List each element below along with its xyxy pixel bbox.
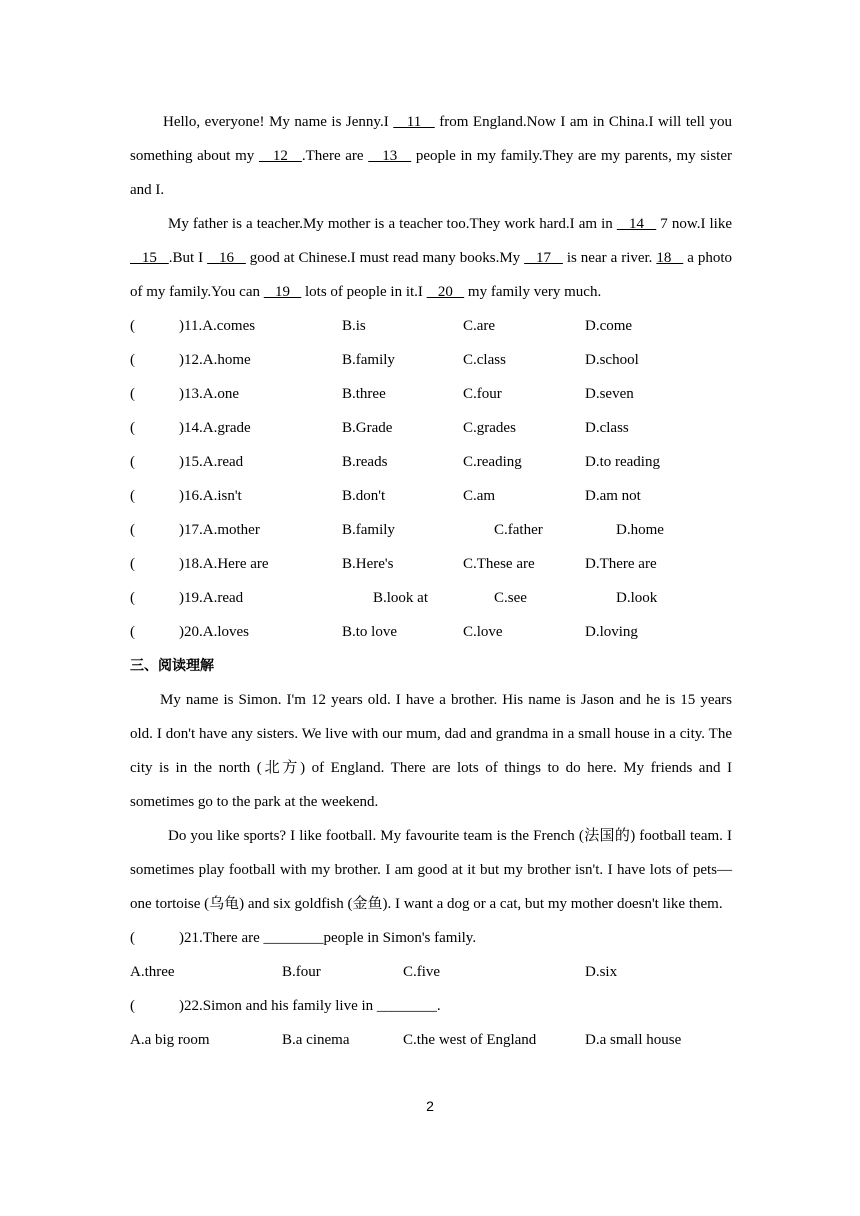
answer-bracket: ( (130, 318, 135, 334)
option-b: B.Grade (342, 420, 393, 436)
question-number-option-a: )17.A.mother (179, 522, 260, 538)
passage-text: Hello, everyone! My name is Jenny.I (163, 114, 394, 130)
passage-text: my family very much. (464, 284, 602, 300)
answer-bracket: ( (130, 454, 135, 470)
option-d: D.look (616, 590, 658, 606)
question-number-option-a: )19.A.read (179, 590, 244, 606)
section-heading-reading: 三、阅读理解 (130, 658, 214, 674)
question-row-18 (130, 547, 732, 581)
option-c: C.reading (463, 454, 522, 470)
option-c: C.see (494, 590, 527, 606)
question-number-option-a: )15.A.read (179, 454, 244, 470)
answer-blank: 16 (207, 250, 246, 266)
answer-blank: 15 (130, 250, 169, 266)
option-b: B.three (342, 386, 386, 402)
option-b: B.reads (342, 454, 388, 470)
answer-bracket: ( (130, 590, 135, 606)
question-number-option-a: )12.A.home (179, 352, 251, 368)
option-d: D.class (585, 420, 629, 436)
answer-blank: 12 (258, 148, 302, 164)
passage-text: lots of people in it.I (301, 284, 427, 300)
option-c: C.father (494, 522, 543, 538)
option-d: D.come (585, 318, 633, 334)
passage-text: from England.Now I am in China.I will tell you something about my (130, 114, 732, 164)
question-number-option-a: )13.A.one (179, 386, 239, 402)
option-d: D.am not (585, 488, 641, 504)
worksheet-page (130, 105, 732, 1057)
answer-blank: 20 (426, 284, 465, 300)
page-number: 2 (426, 1098, 434, 1114)
question-row-16 (130, 479, 732, 513)
question-number-option-a: )16.A.isn't (179, 488, 242, 504)
answer-bracket: ( (130, 624, 135, 640)
cloze-question-list (130, 309, 732, 649)
question-row-19 (130, 581, 732, 615)
passage-text: is near a river. (562, 250, 657, 266)
option-c: C.am (463, 488, 496, 504)
passage-text: .But I (168, 250, 208, 266)
question-stem-row (130, 921, 732, 955)
option-c: C.the west of England (403, 1032, 537, 1048)
option-d: D.seven (585, 386, 634, 402)
option-c: C.love (463, 624, 503, 640)
option-d: D.school (585, 352, 639, 368)
question-row-15 (130, 445, 732, 479)
answer-bracket: ( (130, 420, 135, 436)
option-b: B.a cinema (282, 1032, 350, 1048)
option-d: D.to reading (585, 454, 660, 470)
passage-text: good at Chinese.I must read many books.My (245, 250, 525, 266)
passage-text: 7 now.I like (656, 216, 732, 232)
answer-blank: 18 (656, 250, 684, 266)
question-row-17 (130, 513, 732, 547)
options-row (130, 1023, 732, 1057)
answer-bracket: ( (130, 352, 135, 368)
question-row-12 (130, 343, 732, 377)
option-b: B.family (342, 522, 395, 538)
option-b: B.four (282, 964, 321, 980)
answer-bracket: ( (130, 998, 135, 1014)
option-c: C.five (403, 964, 441, 980)
option-c: C.are (463, 318, 496, 334)
option-c: C.These are (463, 556, 535, 572)
answer-blank: 14 (616, 216, 657, 232)
reading-paragraph-2: Do you like sports? I like football. My favourite team is the French (法国的) football team. I sometimes play football with my brother. I am good at it but my brother isn't. I have lots of pets—one tortoise (乌龟) and six goldfish (金鱼). I want a dog or a cat, but my mother doesn't like them. (130, 828, 732, 912)
option-d: D.six (585, 964, 618, 980)
option-d: D.There are (585, 556, 657, 572)
answer-blank: 17 (524, 250, 563, 266)
option-d: D.home (616, 522, 664, 538)
question-stem: )21.There are ________people in Simon's family. (179, 930, 477, 946)
question-number-option-a: )14.A.grade (179, 420, 251, 436)
answer-blank: 13 (368, 148, 412, 164)
passage-text: .There are (301, 148, 369, 164)
passage-text: My father is a teacher.My mother is a teacher too.They work hard.I am in (168, 216, 617, 232)
question-number-option-a: )20.A.loves (179, 624, 249, 640)
option-b: B.don't (342, 488, 386, 504)
question-number-option-a: )18.A.Here are (179, 556, 269, 572)
option-c: C.class (463, 352, 506, 368)
question-row-13 (130, 377, 732, 411)
option-b: B.family (342, 352, 395, 368)
passage-text: people in my family.They are my parents, my sister and I. (130, 148, 732, 198)
option-c: C.four (463, 386, 502, 402)
option-d: D.loving (585, 624, 638, 640)
answer-bracket: ( (130, 556, 135, 572)
question-stem: )22.Simon and his family live in ________. (179, 998, 441, 1014)
option-a: A.a big room (130, 1032, 210, 1048)
question-number-option-a: )11.A.comes (179, 318, 256, 334)
reading-question-21 (130, 921, 732, 989)
options-row (130, 955, 732, 989)
answer-bracket: ( (130, 522, 135, 538)
question-stem-row (130, 989, 732, 1023)
answer-bracket: ( (130, 930, 135, 946)
answer-blank: 19 (263, 284, 302, 300)
question-row-11 (130, 309, 732, 343)
cloze-paragraph-1 (130, 105, 732, 207)
reading-paragraph-1: My name is Simon. I'm 12 years old. I have a brother. His name is Jason and he is 15 years old. I don't have any sisters. We live with our mum, dad and grandma in a small house in a city. The city is in the north (北方) of England. There are lots of things to do here. My friends and I sometimes go to the park at the weekend. (130, 692, 732, 810)
answer-blank: 11 (393, 114, 435, 130)
reading-question-22 (130, 989, 732, 1057)
option-b: B.is (342, 318, 366, 334)
option-b: B.look at (373, 590, 428, 606)
option-b: B.to love (342, 624, 397, 640)
cloze-paragraph-2 (130, 207, 732, 309)
answer-bracket: ( (130, 386, 135, 402)
question-row-20 (130, 615, 732, 649)
question-row-14 (130, 411, 732, 445)
option-b: B.Here's (342, 556, 394, 572)
passage-text: a photo of my family.You can (130, 250, 733, 300)
option-d: D.a small house (585, 1032, 682, 1048)
option-c: C.grades (463, 420, 516, 436)
answer-bracket: ( (130, 488, 135, 504)
option-a: A.three (130, 964, 175, 980)
